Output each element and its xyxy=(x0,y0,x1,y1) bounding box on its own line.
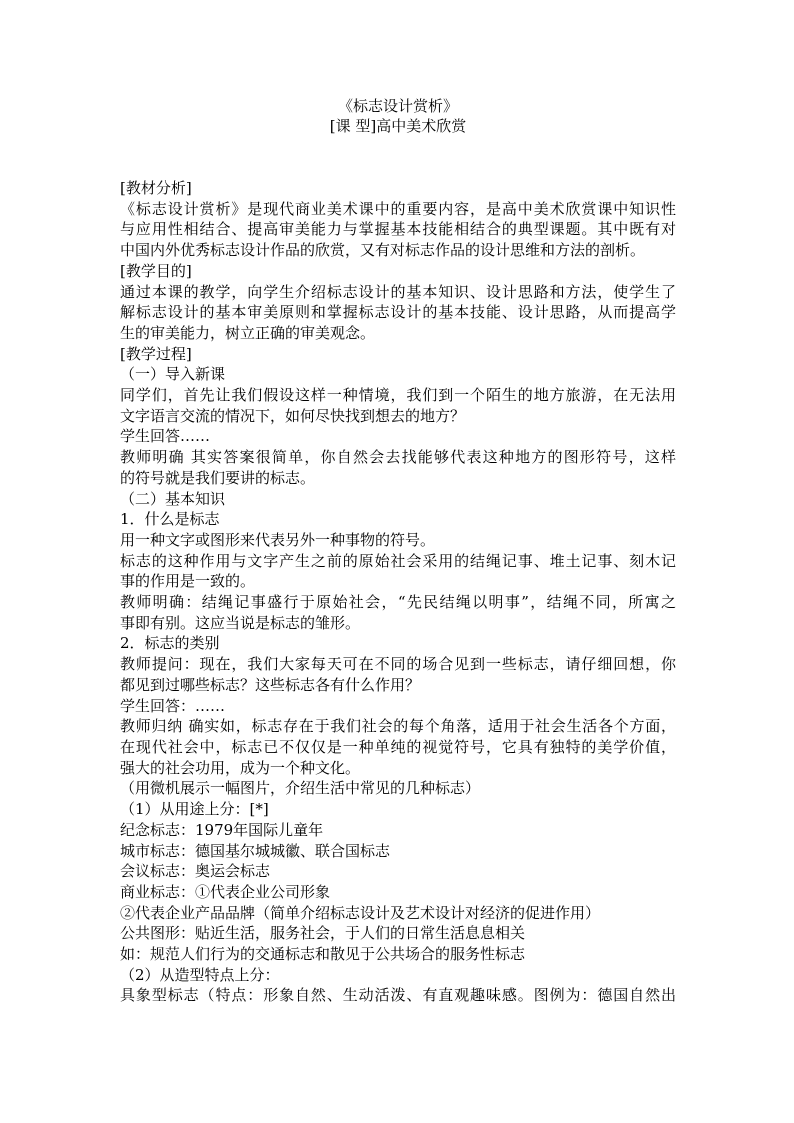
text-line: 教师明确：结绳记事盛行于原始社会，“先民结绳以明事”，结绳不同，所寓之 xyxy=(120,593,676,612)
document-subtitle: [课 型]高中美术欣赏 xyxy=(329,117,467,135)
paragraph-teacher-clarify-1 xyxy=(120,447,676,488)
text-line: 具象型标志（特点：形象自然、生动活泼、有直观趣味感。图例为：德国自然出 xyxy=(120,986,676,1005)
section-heading-material-analysis: [教材分析] xyxy=(120,179,192,197)
text-line: 生的审美能力，树立正确的审美观念。 xyxy=(120,323,376,342)
text-line: 学生回答：…… xyxy=(120,696,226,715)
text-line: （用微机展示一幅图片，介绍生活中常见的几种标志） xyxy=(120,779,481,798)
text-line: 事的作用是一致的。 xyxy=(120,572,256,591)
text-line: 都见到过哪些标志？这些标志各有什么作用？ xyxy=(120,675,421,694)
paragraph-figurative-logo xyxy=(120,985,676,1006)
text-line: 同学们，首先让我们假设这样一种情境，我们到一个陌生的地方旅游，在无法用 xyxy=(120,386,676,405)
subheading-basic-knowledge: （二）基本知识 xyxy=(120,489,226,508)
text-line: 学生回答…… xyxy=(120,427,211,446)
text-line: 文字语言交流的情况下，如何尽快找到想去的地方？ xyxy=(120,406,466,425)
text-line: 如：规范人们行为的交通标志和散见于公共场合的服务性标志 xyxy=(120,945,526,964)
text-line: 会议标志：奥运会标志 xyxy=(120,862,271,881)
text-line: 标志的这种作用与文字产生之前的原始社会采用的结绳记事、堆土记事、刻木记 xyxy=(120,551,676,570)
text-line: 公共图形：贴近生活，服务社会，于人们的日常生活息息相关 xyxy=(120,924,526,943)
item-heading-what-is-logo: 1．什么是标志 xyxy=(120,510,220,529)
paragraph-teacher-clarify-2 xyxy=(120,592,676,633)
subheading-introduction: （一）导入新课 xyxy=(120,365,226,384)
paragraph-teacher-summary xyxy=(120,716,676,778)
subheading-by-usage: （1）从用途上分：[*] xyxy=(120,800,269,819)
text-line: 用一种文字或图形来代表另外一种事物的符号。 xyxy=(120,530,436,549)
item-heading-logo-types: 2．标志的类别 xyxy=(120,634,220,653)
paragraph-teacher-question xyxy=(120,654,676,695)
text-line: 事即有别。这应当说是标志的雏形。 xyxy=(120,613,361,632)
text-line: 在现代社会中，标志已不仅仅是一种单纯的视觉符号，它具有独特的美学价值， xyxy=(120,737,676,756)
text-line: 城市标志：德国基尔城城徽、联合国标志 xyxy=(120,841,391,860)
text-line: 与应用性相结合、提高审美能力与掌握基本技能相结合的典型课题。其中既有对 xyxy=(120,220,676,239)
section-heading-teaching-goal: [教学目的] xyxy=(120,261,192,280)
text-line: 教师归纳 确实如，标志存在于我们社会的每个角落，适用于社会生活各个方面， xyxy=(120,717,676,736)
text-line: 的符号就是我们要讲的标志。 xyxy=(120,468,316,487)
subheading-by-shape: （2）从造型特点上分： xyxy=(120,965,280,984)
paragraph-teaching-goal xyxy=(120,282,676,344)
document-title: 《标志设计赏析》 xyxy=(337,97,458,115)
text-line: 教师提问：现在，我们大家每天可在不同的场合见到一些标志，请仔细回想，你 xyxy=(120,655,676,674)
text-line: 商业标志：①代表企业公司形象 xyxy=(120,882,331,901)
text-line: 强大的社会功用，成为一个种文化。 xyxy=(120,758,361,777)
document-body xyxy=(120,178,676,1006)
text-line: 中国内外优秀标志设计作品的欣赏，又有对标志作品的设计思维和方法的剖析。 xyxy=(120,241,646,260)
text-line: ②代表企业产品品牌（简单介绍标志设计及艺术设计对经济的促进作用） xyxy=(120,903,601,922)
section-heading-teaching-process: [教学过程] xyxy=(120,344,192,363)
paragraph-logo-function xyxy=(120,551,676,592)
paragraph-intro-question xyxy=(120,385,676,426)
text-line: 《标志设计赏析》是现代商业美术课中的重要内容，是高中美术欣赏课中知识性 xyxy=(120,199,676,218)
text-line: 纪念标志：1979年国际儿童年 xyxy=(120,820,324,839)
document-content xyxy=(120,96,676,1006)
paragraph-material-analysis xyxy=(120,199,676,261)
text-line: 通过本课的教学，向学生介绍标志设计的基本知识、设计思路和方法，使学生了 xyxy=(120,282,676,301)
text-line: 解标志设计的基本审美原则和掌握标志设计的基本技能、设计思路，从而提高学 xyxy=(120,303,676,322)
text-line: 教师明确 其实答案很简单，你自然会去找能够代表这种地方的图形符号，这样 xyxy=(120,448,676,467)
